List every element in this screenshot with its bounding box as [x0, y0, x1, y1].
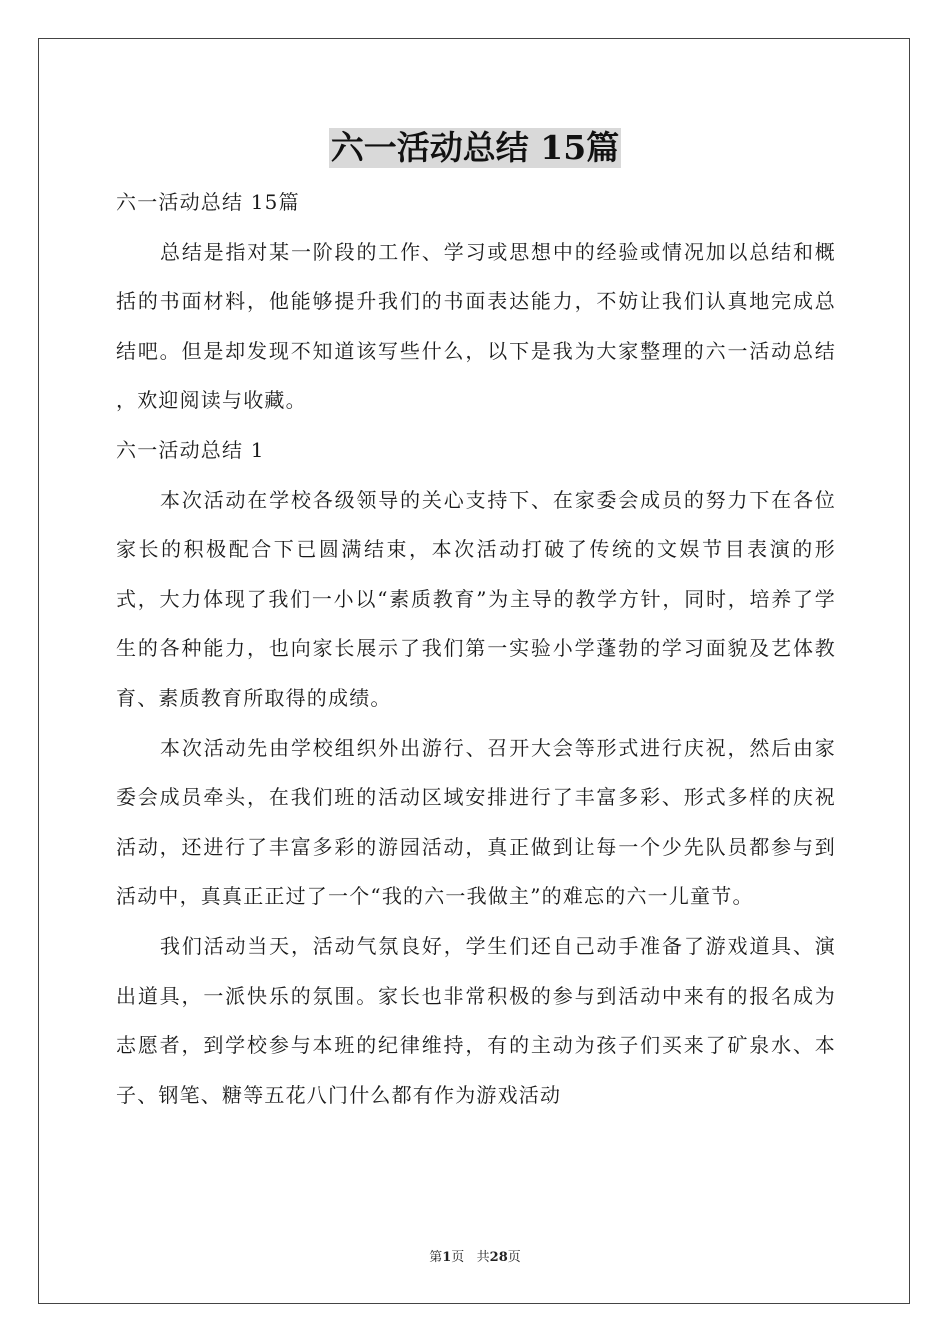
section-heading-1: 六一活动总结 1: [116, 437, 265, 462]
paragraph-1: 本次活动在学校各级领导的关心支持下、在家委会成员的努力下在各位家长的积极配合下已圆满结束，本次活动打破了传统的文娱节目表演的形式，大力体现了我们一小以“素质教育”为主导的教学方针，同时，培养了学生的各种能力，也向家长展示了我们第一实验小学蓬勃的学习面貌及艺体教育、素质教育所取得的成绩。: [116, 487, 836, 710]
footer-total-pages: 28: [489, 1250, 508, 1265]
paragraph-intro: 总结是指对某一阶段的工作、学习或思想中的经验或情况加以总结和概括的书面材料，他能够提升我们的书面表达能力，不妨让我们认真地完成总结吧。但是却发现不知道该写些什么，以下是我为大家整理的六一活动总结 ，欢迎阅读与收藏。: [116, 239, 836, 413]
paragraph-subtitle: 六一活动总结 15篇: [116, 190, 300, 214]
paragraph-3: 我们活动当天，活动气氛良好，学生们还自己动手准备了游戏道具、演出道具，一派快乐的氛围。家长也非常积极的参与到活动中来有的报名成为志愿者，到学校参与本班的纪律维持，有的主动为孩子们买来了矿泉水、本子、钢笔、糖等五花八门什么都有作为游戏活动: [116, 933, 836, 1107]
footer-mid: 页 共: [451, 1250, 490, 1265]
footer-prefix: 第: [429, 1250, 443, 1265]
document-title: 六一活动总结 15篇: [330, 128, 620, 167]
title-wrap: [0, 128, 950, 168]
footer-page-number: 1: [442, 1250, 452, 1265]
footer-suffix: 页: [507, 1250, 521, 1265]
page-footer: [0, 1246, 950, 1265]
paragraph-2: 本次活动先由学校组织外出游行、召开大会等形式进行庆祝，然后由家委会成员牵头，在我们班的活动区域安排进行了丰富多彩、形式多样的庆祝活动，还进行了丰富多彩的游园活动，真正做到让每一个少先队员都参与到活动中，真真正正过了一个“我的六一我做主”的难忘的六一儿童节。: [116, 735, 836, 909]
document-body: [116, 178, 836, 1120]
